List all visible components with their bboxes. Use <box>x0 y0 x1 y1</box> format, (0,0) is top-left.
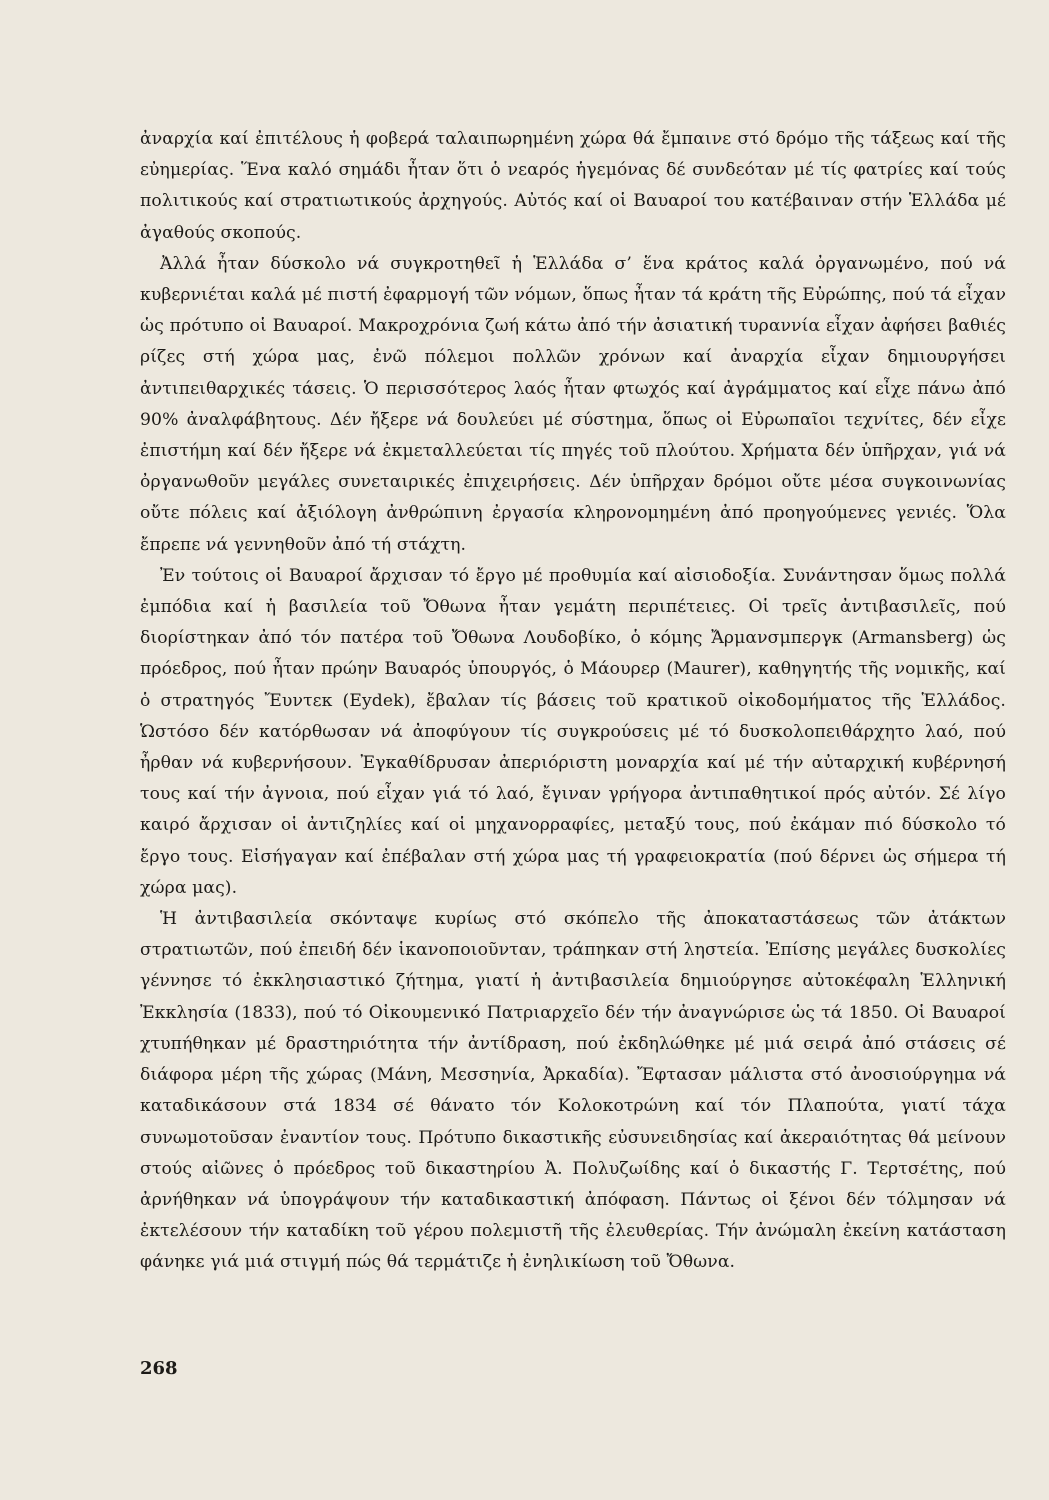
paragraph-2: Ἀλλά ἦταν δύσκολο νά συγκροτηθεῖ ἡ Ἑλλάδα σ’ ἕνα κράτος καλά ὀργανωμένο, πού νά κυβερνιέται καλά μέ πιστή ἐφαρμογή τῶν νόμων, ὅπως ἦταν τά κράτη τῆς Εὐρώπης, πού τά εἶχαν ὡς πρότυπο οἱ Βαυαροί. Μακροχρόνια ζωή κάτω ἀπό τήν ἀσιατική τυραννία εἶχαν ἀφήσει βαθιές ρίζες στή χώρα μας, ἐνῶ πόλεμοι πολλῶν χρόνων καί ἀναρχία εἶχαν δημιουργήσει ἀντιπειθαρχικές τάσεις. Ὁ περισσότερος λαός ἦταν φτωχός καί ἀγράμματος καί εἶχε πάνω ἀπό 90% ἀναλφάβητους. Δέν ἤξερε νά δουλεύει μέ σύστημα, ὅπως οἱ Εὐρωπαῖοι τεχνίτες, δέν εἶχε ἐπιστήμη καί δέν ἤξερε νά ἐκμεταλλεύεται τίς πηγές τοῦ πλούτου. Χρήματα δέν ὑπῆρχαν, γιά νά ὀργανωθοῦν μεγάλες συνεταιρικές ἐπιχειρήσεις. Δέν ὑπῆρχαν δρόμοι οὔτε μέσα συγκοινωνίας οὔτε πόλεις καί ἀξιόλογη ἀνθρώπινη ἐργασία κληρονομημένη ἀπό προηγούμενες γενιές. Ὅλα ἔπρεπε νά γεννηθοῦν ἀπό τή στάχτη. <box>140 253 1006 555</box>
page-number: 268 <box>140 1358 178 1379</box>
paragraph-1: ἀναρχία καί ἐπιτέλους ἡ φοβερά ταλαιπωρημένη χώρα θά ἔμπαινε στό δρόμο τῆς τάξεως καί τῆς εὐημερίας. Ἕνα καλό σημάδι ἦταν ὅτι ὁ νεαρός ἡγεμόνας δέ συνδεόταν μέ τίς φατρίες καί τούς πολιτικούς καί στρατιωτικούς ἀρχηγούς. Αὐτός καί οἱ Βαυαροί του κατέβαιναν στήν Ἑλλάδα μέ ἀγαθούς σκοπούς. <box>140 129 1006 243</box>
paragraph-3: Ἐν τούτοις οἱ Βαυαροί ἄρχισαν τό ἔργο μέ προθυμία καί αἰσιοδοξία. Συνάντησαν ὅμως πολλά ἐμπόδια καί ἡ βασιλεία τοῦ Ὄθωνα ἦταν γεμάτη περιπέτειες. Οἱ τρεῖς ἀντιβασιλεῖς, πού διορίστηκαν ἀπό τόν πατέρα τοῦ Ὄθωνα Λουδοβίκο, ὁ κόμης Ἄρμανσμπεργκ (Armansberg) ὡς πρόεδρος, πού ἦταν πρώην Βαυαρός ὑπουργός, ὁ Μάουρερ (Maurer), καθηγητής τῆς νομικῆς, καί ὁ στρατηγός Ἔυντεκ (Eydek), ἔβαλαν τίς βάσεις τοῦ κρατικοῦ οἰκοδομήματος τῆς Ἑλλάδος. Ὡστόσο δέν κατόρθωσαν νά ἀποφύγουν τίς συγκρούσεις μέ τό δυσκολοπειθάρχητο λαό, πού ἦρθαν νά κυβερνήσουν. Ἐγκαθίδρυσαν ἀπεριόριστη μοναρχία καί μέ τήν αὐταρχική κυβέρνησή τους καί τήν ἀγνοια, πού εἶχαν γιά τό λαό, ἔγιναν γρήγορα ἀντιπαθητικοί πρός αὐτόν. Σέ λίγο καιρό ἄρχισαν οἱ ἀντιζηλίες καί οἱ μηχανορραφίες, μεταξύ τους, πού ἐκάμαν πιό δύσκολο τό ἔργο τους. Εἰσήγαγαν καί ἐπέβαλαν στή χώρα μας τή γραφειοκρατία (πού δέρνει ὡς σήμερα τή χώρα μας). <box>140 565 1006 898</box>
paragraph-4: Ἡ ἀντιβασιλεία σκόνταψε κυρίως στό σκόπελο τῆς ἀποκαταστάσεως τῶν ἀτάκτων στρατιωτῶν, πού ἐπειδή δέν ἱκανοποιοῦνταν, τράπηκαν στή ληστεία. Ἐπίσης μεγάλες δυσκολίες γέννησε τό ἐκκλησιαστικό ζήτημα, γιατί ἡ ἀντιβασιλεία δημιούργησε αὐτοκέφαλη Ἑλληνική Ἐκκλησία (1833), πού τό Οἰκουμενικό Πατριαρχεῖο δέν τήν ἀναγνώρισε ὡς τά 1850. Οἱ Βαυαροί χτυπήθηκαν μέ δραστηριότητα τήν ἀντίδραση, πού ἐκδηλώθηκε μέ μιά σειρά ἀπό στάσεις σέ διάφορα μέρη τῆς χώρας (Μάνη, Μεσσηνία, Ἀρκαδία). Ἔφτασαν μάλιστα στό ἀνοσιούργημα νά καταδικάσουν στά 1834 σέ θάνατο τόν Κολοκοτρώνη καί τόν Πλαπούτα, γιατί τάχα συνωμοτοῦσαν ἐναντίον τους. Πρότυπο δικαστικῆς εὐσυνειδησίας καί ἀκεραιότητας θά μείνουν στούς αἰῶνες ὁ πρόεδρος τοῦ δικαστηρίου Ἀ. Πολυζωίδης καί ὁ δικαστής Γ. Τερτσέτης, πού ἀρνήθηκαν νά ὑπογράψουν τήν καταδικαστική ἀπόφαση. Πάντως οἱ ξένοι δέν τόλμησαν νά ἐκτελέσουν τήν καταδίκη τοῦ γέρου πολεμιστῆ τῆς ἐλευθερίας. Τήν ἀνώμαλη ἐκείνη κατάσταση φάνηκε γιά μιά στιγμή πώς θά τερμάτιζε ἡ ἐνηλικίωση τοῦ Ὄθωνα. <box>140 909 1006 1273</box>
body-text <box>140 124 1006 1279</box>
